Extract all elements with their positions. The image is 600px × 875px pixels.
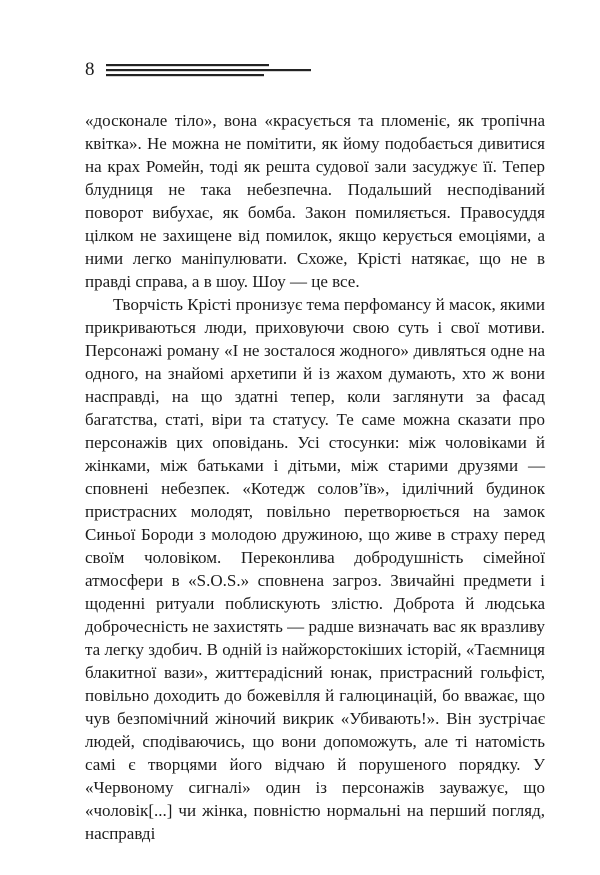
page-number: 8 (85, 58, 95, 80)
paragraph-continuation: «досконале тіло», вона «красується та пломеніє, як тропічна квітка». Не можна не помітити, як йому подобається дивитися на крах Ромейн, тоді як решта судової зали засуджує її. Тепер блудниця не така небезпечна. Подальший несподіваний поворот вибухає, як бомба. Закон помиляється. Правосуддя цілком не захищене від помилок, якщо керується емоціями, а ними легко маніпулювати. Схоже, Крісті натякає, що не в правді справа, а в шоу. Шоу — це все. (85, 111, 545, 291)
header-rule-ornament (106, 64, 311, 77)
paragraph-main: Творчість Крісті пронизує тема перфомансу й масок, якими прикриваються люди, приховуючи свою суть і свої мотиви. Персонажі роману «І не зосталося жодного» дивляться одне на одного, на знайомі архетипи й із жахом думають, хто ж вони насправді, на що здатні тепер, коли заглянути за фасад багатства, статі, віри та статусу. Те саме можна сказати про персонажів цих оповідань. Усі стосунки: між чоловіками й жінками, між батьками і дітьми, між старими друзями — сповнені небезпек. «Котедж солов’їв», ідилічний будинок пристрасних молодят, повільно перетворюється на замок Синьої Бороди з молодою дружиною, що живе в страху перед своїм чоловіком. Переконлива добродушність сімейної атмосфери в «S.O.S.» сповнена загроз. Звичайні предмети і щоденні ритуали поблискують злістю. Доброта й людська доброчесність не захистять — радше визначать вас як вразливу та легку здобич. В одній із найжорстокіших історій, «Таємниця блакитної вази», життєрадісний юнак, пристрасний гольфіст, повільно доходить до божевілля й галюцинацій, бо вважає, що чув безпомічний жіночий викрик «Убивають!». Він зустрічає людей, сподіваючись, що вони допоможуть, але ті натомість самі є творцями його відчаю й порушеного порядку. У «Червоному сигналі» один із персонажів зауважує, що «чоловік[...] чи жінка, повністю нормальні на перший погляд, насправді (85, 295, 545, 843)
page-header (85, 57, 545, 81)
page-body (85, 109, 545, 845)
